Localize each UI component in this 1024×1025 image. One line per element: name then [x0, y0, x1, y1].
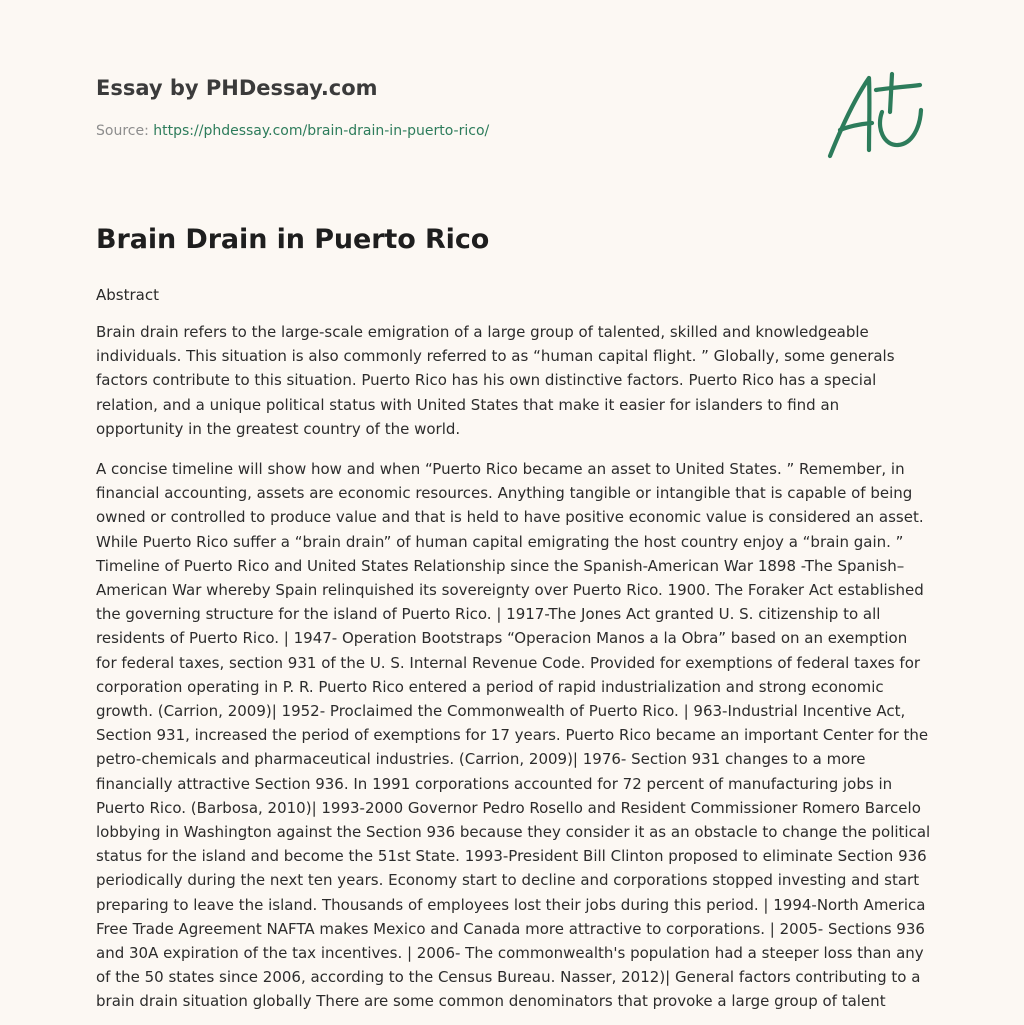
logo-plus-vertical — [890, 74, 892, 112]
a-plus-logo — [818, 66, 938, 166]
source-prefix: Source: — [96, 123, 154, 139]
abstract-heading: Abstract — [96, 286, 159, 304]
source-line — [96, 123, 489, 139]
logo-a-stroke — [830, 78, 869, 156]
source-link[interactable]: https://phdessay.com/brain-drain-in-puerto-rico/ — [153, 123, 490, 139]
site-label: Essay by PHDessay.com — [96, 76, 378, 100]
logo-plus-horizontal — [876, 85, 920, 90]
logo-loop — [880, 110, 921, 145]
paragraph-timeline: A concise timeline will show how and when “Puerto Rico became an asset to United States. ” Remember, in financial accounting, assets are economic resources. Anything tangible or intangible that is capable of being owned or controlled to produce value and that is held to have positive economic value is considered an asset. While Puerto Rico suffer a “brain drain” of human capital emigrating the host country enjoy a “brain gain. ” Timeline of Puerto Rico and United States Relationship since the Spanish-American War 1898 -The Spanish–American War whereby Spain relinquished its sovereignty over Puerto Rico. 1900. The Foraker Act established the governing structure for the island of Puerto Rico. | 1917-The Jones Act granted U. S. citizenship to all residents of Puerto Rico. | 1947- Operation Bootstraps “Operacion Manos a la Obra” based on an exemption for federal taxes, section 931 of the U. S. Internal Revenue Code. Provided for exemptions of federal taxes for corporation operating in P. R. Puerto Rico entered a period of rapid industrialization and strong economic growth. (Carrion, 2009)| 1952- Proclaimed the Commonwealth of Puerto Rico. | 963-Industrial Incentive Act, Section 931, increased the period of exemptions for 17 years. Puerto Rico became an important Center for the petro-chemicals and pharmaceutical industries. (Carrion, 2009)| 1976- Section 931 changes to a more financially attractive Section 936. In 1991 corporations accounted for 72 percent of manufacturing jobs in Puerto Rico. (Barbosa, 2010)| 1993-2000 Governor Pedro Rosello and Resident Commissioner Romero Barcelo lobbying in Washington against the Section 936 because they consider it as an obstacle to change the political status for the island and become the 51st State. 1993-President Bill Clinton proposed to eliminate Section 936 periodically during the next ten years. Economy start to decline and corporations stopped investing and start preparing to leave the island. Thousands of employees lost their jobs during this period. | 1994-North America Free Trade Agreement NAFTA makes Mexico and Canada more attractive to corporations. | 2005- Sections 936 and 30A expiration of the tax incentives. | 2006- The commonwealth's population had a steeper loss than any of the 50 states since 2006, according to the Census Bureau. Nasser, 2012)| General factors contributing to a brain drain situation globally There are some common denominators that provoke a large group of talent — [96, 460, 931, 1011]
essay-title: Brain Drain in Puerto Rico — [96, 224, 490, 255]
paragraph-intro: Brain drain refers to the large-scale emigration of a large group of talented, skilled and knowledgeable individuals. This situation is also commonly referred to as “human capital flight. ” Globally, some generals factors contribute to this situation. Puerto Rico has his own distinctive factors. Puerto Rico has a special relation, and a unique political status with United States that make it easier for islanders to find an opportunity in the greatest country of the world. — [96, 323, 895, 438]
